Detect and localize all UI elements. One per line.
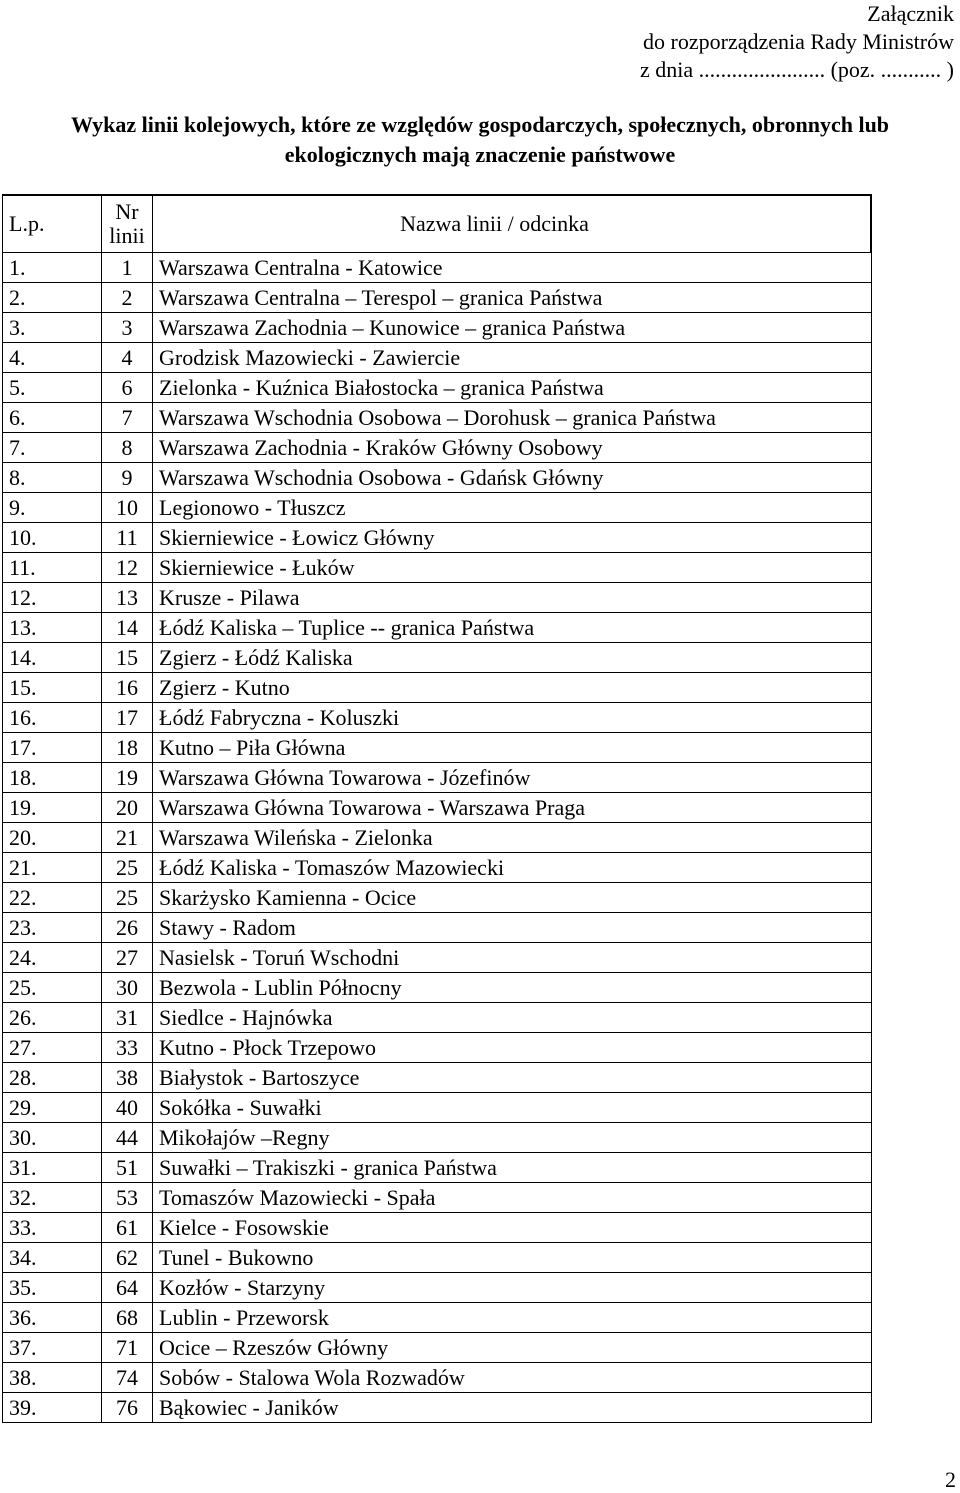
row-lp: 29. bbox=[3, 1093, 102, 1123]
railway-lines-table bbox=[2, 194, 872, 1423]
row-line-number: 17 bbox=[102, 703, 153, 733]
row-line-name: Kutno – Piła Główna bbox=[153, 733, 872, 763]
row-line-number: 25 bbox=[102, 883, 153, 913]
row-line-name: Skierniewice - Łuków bbox=[153, 553, 872, 583]
row-lp: 24. bbox=[3, 943, 102, 973]
row-line-number: 40 bbox=[102, 1093, 153, 1123]
row-lp: 4. bbox=[3, 343, 102, 373]
row-line-name: Warszawa Centralna - Katowice bbox=[153, 253, 872, 283]
row-lp: 35. bbox=[3, 1273, 102, 1303]
row-lp: 10. bbox=[3, 523, 102, 553]
row-line-name: Łódź Fabryczna - Koluszki bbox=[153, 703, 872, 733]
row-line-name: Krusze - Pilawa bbox=[153, 583, 872, 613]
row-lp: 13. bbox=[3, 613, 102, 643]
row-line-name: Zgierz - Kutno bbox=[153, 673, 872, 703]
table-row bbox=[3, 583, 872, 613]
table-row bbox=[3, 523, 872, 553]
row-line-name: Warszawa Zachodnia – Kunowice – granica Państwa bbox=[153, 313, 872, 343]
row-line-number: 68 bbox=[102, 1303, 153, 1333]
row-lp: 16. bbox=[3, 703, 102, 733]
row-line-number: 14 bbox=[102, 613, 153, 643]
annex-label: Załącznik bbox=[867, 1, 954, 26]
row-lp: 34. bbox=[3, 1243, 102, 1273]
document-title-line-1: Wykaz linii kolejowych, które ze względów gospodarczych, społecznych, obronnych lub bbox=[70, 112, 890, 137]
row-line-number: 2 bbox=[102, 283, 153, 313]
table-row bbox=[3, 463, 872, 493]
row-lp: 21. bbox=[3, 853, 102, 883]
table-row bbox=[3, 1273, 872, 1303]
row-lp: 38. bbox=[3, 1363, 102, 1393]
table-row bbox=[3, 613, 872, 643]
row-line-number: 53 bbox=[102, 1183, 153, 1213]
row-lp: 17. bbox=[3, 733, 102, 763]
row-lp: 37. bbox=[3, 1333, 102, 1363]
row-line-name: Nasielsk - Toruń Wschodni bbox=[153, 943, 872, 973]
header-line-name: Nazwa linii / odcinka bbox=[153, 195, 872, 253]
table-row bbox=[3, 823, 872, 853]
row-line-number: 44 bbox=[102, 1123, 153, 1153]
row-lp: 2. bbox=[3, 283, 102, 313]
table-row bbox=[3, 1393, 872, 1423]
row-line-number: 33 bbox=[102, 1033, 153, 1063]
table-row bbox=[3, 1003, 872, 1033]
row-lp: 26. bbox=[3, 1003, 102, 1033]
table-row bbox=[3, 373, 872, 403]
row-line-name: Zgierz - Łódź Kaliska bbox=[153, 643, 872, 673]
row-line-number: 3 bbox=[102, 313, 153, 343]
row-line-name: Zielonka - Kuźnica Białostocka – granica Państwa bbox=[153, 373, 872, 403]
table-row bbox=[3, 913, 872, 943]
table-row bbox=[3, 673, 872, 703]
table-row bbox=[3, 733, 872, 763]
row-line-name: Warszawa Wileńska - Zielonka bbox=[153, 823, 872, 853]
row-lp: 9. bbox=[3, 493, 102, 523]
table-row bbox=[3, 1033, 872, 1063]
row-line-name: Łódź Kaliska – Tuplice -- granica Państwa bbox=[153, 613, 872, 643]
row-line-name: Ocice – Rzeszów Główny bbox=[153, 1333, 872, 1363]
table-row bbox=[3, 943, 872, 973]
row-line-number: 11 bbox=[102, 523, 153, 553]
table-row bbox=[3, 1213, 872, 1243]
header-line-number-top: Nr bbox=[115, 199, 139, 224]
row-line-name: Skarżysko Kamienna - Ocice bbox=[153, 883, 872, 913]
row-line-name: Łódź Kaliska - Tomaszów Mazowiecki bbox=[153, 853, 872, 883]
table-row bbox=[3, 1333, 872, 1363]
row-line-name: Lublin - Przeworsk bbox=[153, 1303, 872, 1333]
row-line-number: 18 bbox=[102, 733, 153, 763]
row-line-name: Grodzisk Mazowiecki - Zawiercie bbox=[153, 343, 872, 373]
annex-header bbox=[640, 0, 954, 84]
row-line-name: Warszawa Główna Towarowa - Warszawa Praga bbox=[153, 793, 872, 823]
row-line-name: Warszawa Główna Towarowa - Józefinów bbox=[153, 763, 872, 793]
table-row bbox=[3, 1303, 872, 1333]
row-line-number: 21 bbox=[102, 823, 153, 853]
annex-regulation: do rozporządzenia Rady Ministrów bbox=[643, 29, 954, 54]
row-line-name: Bąkowiec - Janików bbox=[153, 1393, 872, 1423]
row-line-number: 9 bbox=[102, 463, 153, 493]
table-row bbox=[3, 403, 872, 433]
row-lp: 20. bbox=[3, 823, 102, 853]
row-lp: 27. bbox=[3, 1033, 102, 1063]
row-line-name: Tunel - Bukowno bbox=[153, 1243, 872, 1273]
row-line-number: 15 bbox=[102, 643, 153, 673]
row-line-name: Warszawa Wschodnia Osobowa - Gdańsk Główny bbox=[153, 463, 872, 493]
header-lp: L.p. bbox=[3, 195, 102, 253]
row-line-number: 20 bbox=[102, 793, 153, 823]
row-line-number: 19 bbox=[102, 763, 153, 793]
row-lp: 15. bbox=[3, 673, 102, 703]
row-line-name: Kielce - Fosowskie bbox=[153, 1213, 872, 1243]
row-lp: 1. bbox=[3, 253, 102, 283]
table-row bbox=[3, 853, 872, 883]
table-row bbox=[3, 973, 872, 1003]
row-line-name: Siedlce - Hajnówka bbox=[153, 1003, 872, 1033]
row-lp: 5. bbox=[3, 373, 102, 403]
row-line-name: Mikołajów –Regny bbox=[153, 1123, 872, 1153]
row-lp: 36. bbox=[3, 1303, 102, 1333]
row-line-number: 7 bbox=[102, 403, 153, 433]
row-line-number: 38 bbox=[102, 1063, 153, 1093]
document-title-line-2: ekologicznych mają znaczenie państwowe bbox=[284, 142, 676, 167]
row-line-name: Sokółka - Suwałki bbox=[153, 1093, 872, 1123]
row-line-number: 25 bbox=[102, 853, 153, 883]
row-lp: 12. bbox=[3, 583, 102, 613]
table-row bbox=[3, 763, 872, 793]
row-line-name: Kozłów - Starzyny bbox=[153, 1273, 872, 1303]
row-line-name: Białystok - Bartoszyce bbox=[153, 1063, 872, 1093]
page-number: 2 bbox=[945, 1467, 956, 1492]
table-row bbox=[3, 1243, 872, 1273]
table-row bbox=[3, 1183, 872, 1213]
row-line-name: Tomaszów Mazowiecki - Spała bbox=[153, 1183, 872, 1213]
row-lp: 14. bbox=[3, 643, 102, 673]
table-row bbox=[3, 1123, 872, 1153]
row-lp: 32. bbox=[3, 1183, 102, 1213]
row-line-name: Warszawa Zachodnia - Kraków Główny Osobowy bbox=[153, 433, 872, 463]
table-row bbox=[3, 1063, 872, 1093]
row-lp: 19. bbox=[3, 793, 102, 823]
table-row bbox=[3, 433, 872, 463]
row-lp: 6. bbox=[3, 403, 102, 433]
table-row bbox=[3, 883, 872, 913]
table-header-row bbox=[3, 195, 872, 253]
row-lp: 23. bbox=[3, 913, 102, 943]
row-lp: 28. bbox=[3, 1063, 102, 1093]
row-line-number: 13 bbox=[102, 583, 153, 613]
row-line-number: 51 bbox=[102, 1153, 153, 1183]
row-line-number: 1 bbox=[102, 253, 153, 283]
table-row bbox=[3, 703, 872, 733]
table-row bbox=[3, 253, 872, 283]
row-line-name: Stawy - Radom bbox=[153, 913, 872, 943]
header-line-number bbox=[102, 195, 153, 253]
row-line-number: 27 bbox=[102, 943, 153, 973]
table-row bbox=[3, 343, 872, 373]
row-line-number: 16 bbox=[102, 673, 153, 703]
row-line-number: 74 bbox=[102, 1363, 153, 1393]
row-line-number: 30 bbox=[102, 973, 153, 1003]
table-row bbox=[3, 1363, 872, 1393]
row-lp: 25. bbox=[3, 973, 102, 1003]
header-line-number-bottom: linii bbox=[109, 223, 145, 248]
table-row bbox=[3, 283, 872, 313]
document-title bbox=[0, 110, 960, 170]
row-line-number: 10 bbox=[102, 493, 153, 523]
row-line-name: Bezwola - Lublin Północny bbox=[153, 973, 872, 1003]
table-row bbox=[3, 1093, 872, 1123]
row-line-number: 71 bbox=[102, 1333, 153, 1363]
row-line-name: Suwałki – Trakiszki - granica Państwa bbox=[153, 1153, 872, 1183]
row-line-number: 6 bbox=[102, 373, 153, 403]
row-line-name: Kutno - Płock Trzepowo bbox=[153, 1033, 872, 1063]
table-row bbox=[3, 493, 872, 523]
row-line-number: 12 bbox=[102, 553, 153, 583]
row-lp: 7. bbox=[3, 433, 102, 463]
table-row bbox=[3, 793, 872, 823]
annex-date-position: z dnia ....................... (poz. ........... ) bbox=[639, 57, 954, 82]
table-row bbox=[3, 643, 872, 673]
row-lp: 8. bbox=[3, 463, 102, 493]
row-line-number: 62 bbox=[102, 1243, 153, 1273]
row-line-number: 26 bbox=[102, 913, 153, 943]
row-lp: 33. bbox=[3, 1213, 102, 1243]
row-lp: 39. bbox=[3, 1393, 102, 1423]
row-line-number: 8 bbox=[102, 433, 153, 463]
row-lp: 31. bbox=[3, 1153, 102, 1183]
row-line-number: 64 bbox=[102, 1273, 153, 1303]
row-lp: 18. bbox=[3, 763, 102, 793]
row-lp: 11. bbox=[3, 553, 102, 583]
row-lp: 22. bbox=[3, 883, 102, 913]
row-line-name: Sobów - Stalowa Wola Rozwadów bbox=[153, 1363, 872, 1393]
row-line-number: 76 bbox=[102, 1393, 153, 1423]
row-lp: 3. bbox=[3, 313, 102, 343]
row-line-number: 4 bbox=[102, 343, 153, 373]
row-line-number: 31 bbox=[102, 1003, 153, 1033]
table-row bbox=[3, 553, 872, 583]
row-line-name: Warszawa Wschodnia Osobowa – Dorohusk – granica Państwa bbox=[153, 403, 872, 433]
row-line-number: 61 bbox=[102, 1213, 153, 1243]
row-line-name: Legionowo - Tłuszcz bbox=[153, 493, 872, 523]
row-line-name: Skierniewice - Łowicz Główny bbox=[153, 523, 872, 553]
table-row bbox=[3, 313, 872, 343]
row-lp: 30. bbox=[3, 1123, 102, 1153]
row-line-name: Warszawa Centralna – Terespol – granica Państwa bbox=[153, 283, 872, 313]
table-row bbox=[3, 1153, 872, 1183]
